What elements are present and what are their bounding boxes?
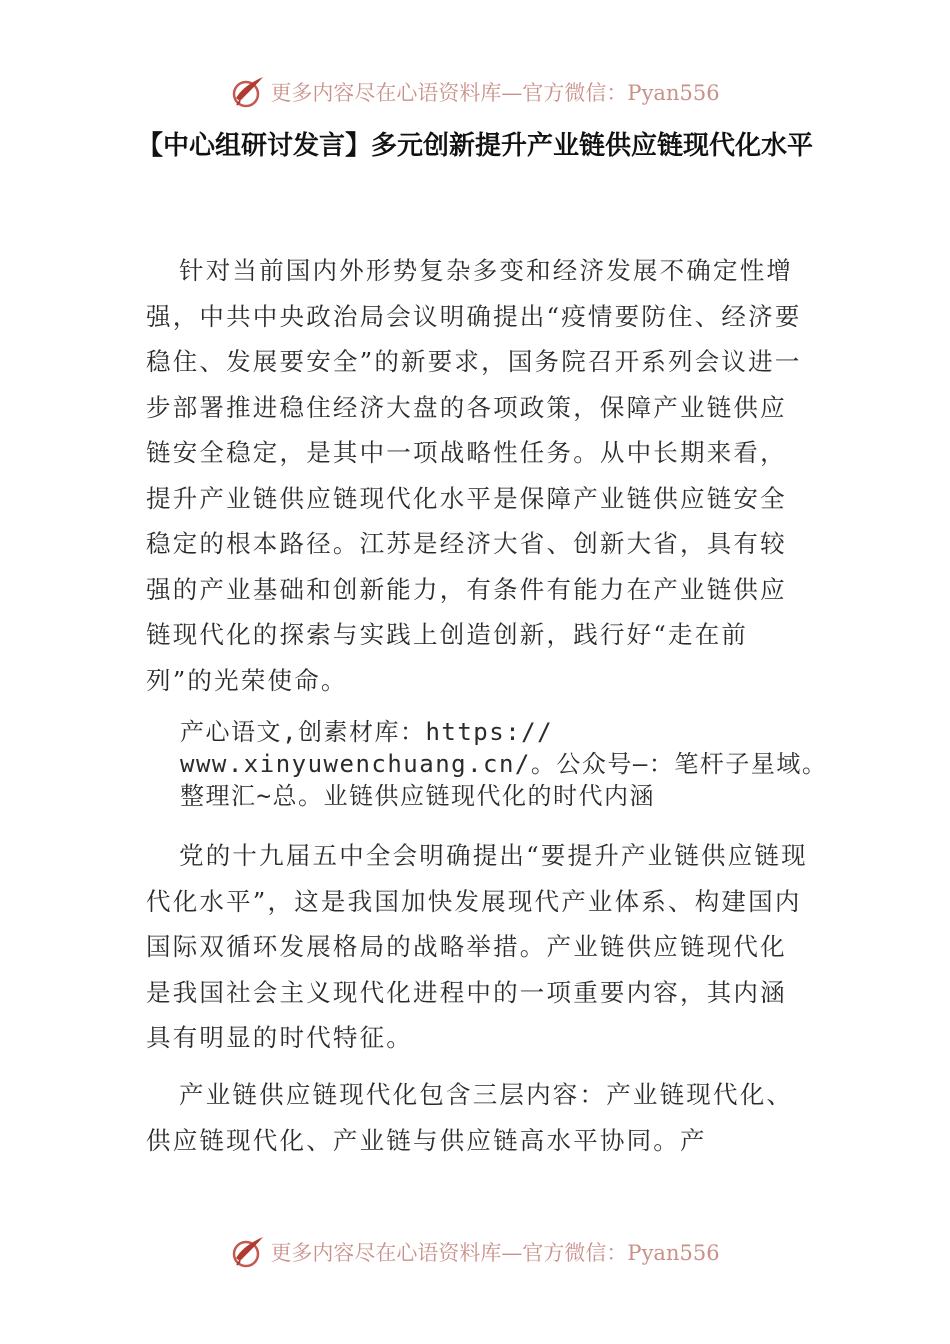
document-title: 【中心组研讨发言】多元创新提升产业链供应链现代化水平 [136, 131, 813, 161]
paragraph-three-layers: 产业链供应链现代化包含三层内容：产业链现代化、供应链现代化、产业链与供应链高水平协同。产 [146, 1080, 794, 1155]
footer-banner-text: 更多内容尽在心语资料库—官方微信：Pyan556 [270, 1241, 720, 1265]
paragraph-source-note: 产心语文,创素材库：https:// www.xinyuwenchuang.cn/。公众号—：笔杆子星域。整理汇~总。业链供应链现代化的时代内涵 [180, 718, 828, 810]
header-banner [0, 72, 950, 112]
paragraph-intro: 针对当前国内外形势复杂多变和经济发展不确定性增强，中共中央政治局会议明确提出“疫情要防住、经济要稳住、发展要安全”的新要求，国务院召开系列会议进一步部署推进稳住经济大盘的各项政策，保障产业链供应链安全稳定，是其中一项战略性任务。从中长期来看，提升产业链供应链现代化水平是保障产业链供应链安全稳定的根本路径。江苏是经济大省、创新大省，具有较强的产业基础和创新能力，有条件有能力在产业链供应链现代化的探索与实践上创造创新，践行好“走在前列”的光荣使命。 [146, 256, 802, 695]
paragraph-connotation: 党的十九届五中全会明确提出“要提升产业链供应链现代化水平”，这是我国加快发展现代产业体系、构建国内国际双循环发展格局的战略举措。产业链供应链现代化是我国社会主义现代化进程中的一项重要内容，其内涵具有明显的时代特征。 [146, 841, 808, 1052]
pen-logo-icon [230, 74, 266, 110]
header-banner-text: 更多内容尽在心语资料库—官方微信：Pyan556 [270, 81, 720, 105]
pen-logo-icon [230, 1234, 266, 1270]
footer-banner [0, 1232, 950, 1272]
